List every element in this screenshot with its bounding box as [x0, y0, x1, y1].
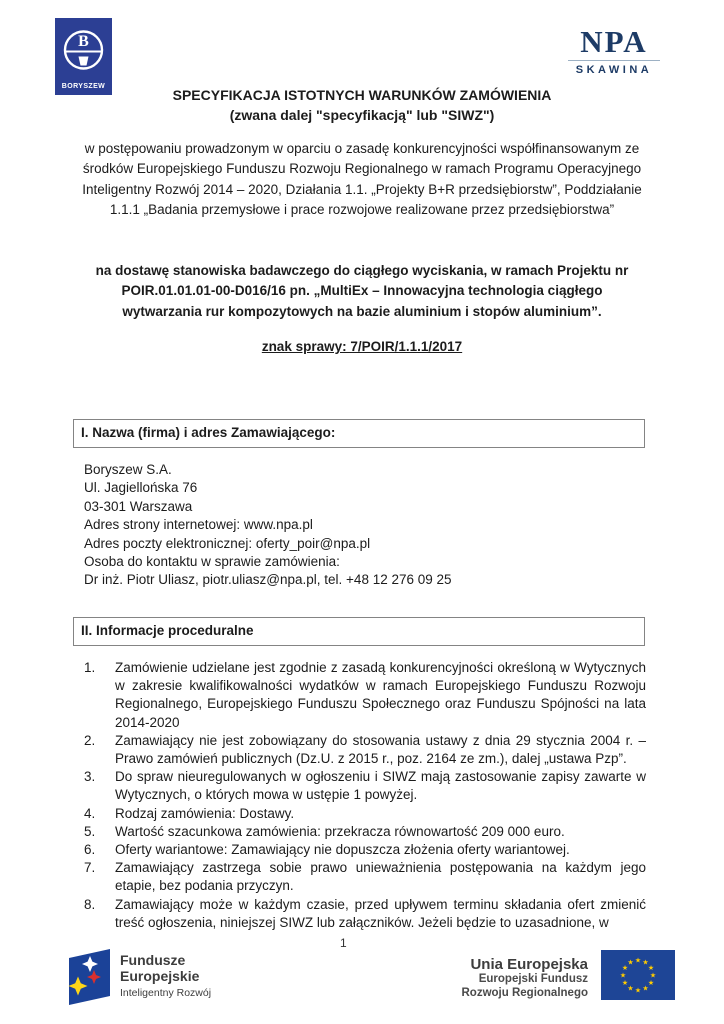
svg-text:★: ★	[621, 965, 629, 972]
page-number: 1	[340, 936, 347, 950]
list-item-text: Zamówienie udzielane jest zgodnie z zasadą konkurencyjności określoną w Wytycznych w zakresie kwalifikowalności wydatków w ramach Europejskiego Funduszu Rozwoju Regionalnego, Europejskiego Funduszu Społecznego oraz Funduszu Spójności na lata 2014-2020	[115, 660, 646, 730]
svg-text:★: ★	[634, 957, 642, 965]
list-item-number: 4.	[84, 805, 96, 821]
document-title	[0, 85, 724, 125]
svg-text:★: ★	[621, 980, 629, 987]
svg-text:★: ★	[627, 985, 634, 993]
svg-text:★: ★	[642, 959, 649, 967]
unia-line2: Europejski Fundusz	[478, 973, 588, 985]
svg-text:★: ★	[627, 959, 634, 967]
fundusze-line1: Fundusze	[120, 952, 186, 968]
list-item	[84, 859, 646, 895]
address-line: Dr inż. Piotr Uliasz, piotr.uliasz@npa.pl, tel. +48 12 276 09 25	[84, 572, 452, 588]
list-item-number: 8.	[84, 896, 96, 912]
list-item-number: 2.	[84, 732, 96, 748]
document-title-line2: (zwana dalej "specyfikacją" lub "SIWZ")	[229, 107, 495, 123]
fundusze-europejskie-text	[120, 953, 211, 1000]
procedure-paragraph: w postępowaniu prowadzonym w oparciu o zasadę konkurencyjności współfinansowanym ze środków Europejskiego Funduszu Rozwoju Regionalnego w ramach Programu Operacyjnego Inteligentny Rozwój 2014 – 2020, Działania 1.1. „Projekty B+R przedsiębiorstw”, Poddziałanie 1.1.1 „Badania przemysłowe i prace rozwojowe realizowane przez przedsiębiorstwa”	[82, 141, 642, 217]
address-line: Adres strony internetowej: www.npa.pl	[84, 517, 313, 533]
list-item-text: Zamawiający nie jest zobowiązany do stosowania ustawy z dnia 29 stycznia 2004 r. – Prawo zamówień publicznych (Dz.U. z 2015 r., poz. 2164 ze zm.), dalej „ustawa Pzp”.	[115, 732, 646, 767]
list-item-number: 6.	[84, 842, 96, 858]
list-item-text: Rodzaj zamówienia: Dostawy.	[115, 805, 295, 821]
address-line: 03-301 Warszawa	[84, 498, 193, 514]
case-number-text: znak sprawy: 7/POIR/1.1.1/2017	[261, 339, 463, 354]
fundusze-line2: Europejskie	[120, 967, 200, 984]
svg-text:★: ★	[647, 965, 655, 972]
eu-flag-icon	[601, 950, 675, 1000]
procedural-list	[84, 659, 646, 932]
unia-line1: Unia Europejska	[470, 956, 588, 973]
list-item-text: Do spraw nieuregulowanych w ogłoszeniu i SIWZ mają zastosowanie zapisy zawarte w Wytycznych, o których mowa w ustępie 1 powyżej.	[115, 769, 646, 803]
address-line: Boryszew S.A.	[84, 462, 172, 477]
list-item-text: Wartość szacunkowa zamówienia: przekracza równowartość 209 000 euro.	[115, 823, 565, 839]
address-block	[84, 461, 644, 590]
npa-skawina-logo	[566, 26, 662, 76]
list-item	[84, 823, 646, 841]
svg-text:★: ★	[642, 985, 649, 993]
npa-logo-divider	[568, 60, 660, 61]
section-heading-2: II. Informacje proceduralne	[73, 617, 645, 646]
list-item-number: 3.	[84, 769, 96, 785]
list-item	[84, 841, 646, 859]
list-item	[84, 805, 646, 823]
list-item	[84, 768, 646, 804]
npa-logo-city: SKAWINA	[575, 64, 653, 76]
address-line: Adres poczty elektronicznej: oferty_poir@npa.pl	[84, 535, 371, 551]
list-item-number: 7.	[84, 860, 96, 876]
svg-text:★: ★	[647, 980, 655, 987]
case-number	[0, 339, 724, 354]
boryszew-logo-icon	[55, 18, 112, 95]
fundusze-europejskie-flag-icon	[64, 948, 110, 1005]
svg-text:B: B	[78, 33, 89, 50]
list-item-text: Zamawiający zastrzega sobie prawo unieważnienia postępowania na każdym jego etapie, bez podania przyczyn.	[115, 860, 646, 894]
address-line: Ul. Jagiellońska 76	[84, 480, 198, 496]
unia-line3: Rozwoju Regionalnego	[461, 986, 588, 999]
subject-paragraph: na dostawę stanowiska badawczego do ciągłego wyciskania, w ramach Projektu nr POIR.01.01.01-00-D016/16 pn. „MultiEx – Innowacyjna technologia ciągłego wytwarzania rur kompozytowych na bazie aluminium i stopów aluminium”.	[95, 263, 629, 319]
section-heading-1: I. Nazwa (firma) i adres Zamawiającego:	[73, 419, 645, 448]
npa-logo-name: NPA	[580, 24, 648, 59]
fundusze-europejskie-logo	[64, 948, 211, 1005]
list-item	[84, 896, 646, 932]
list-item-text: Oferty wariantowe: Zamawiający nie dopuszcza złożenia oferty wariantowej.	[115, 842, 570, 858]
document-title-line1: SPECYFIKACJA ISTOTNYCH WARUNKÓW ZAMÓWIENIA	[172, 87, 552, 103]
svg-text:★: ★	[649, 972, 657, 980]
svg-text:★: ★	[634, 987, 642, 995]
fundusze-line3: Inteligentny Rozwój	[120, 987, 212, 999]
svg-text:BORYSZEW: BORYSZEW	[61, 83, 106, 90]
svg-text:★: ★	[619, 972, 627, 980]
unia-europejska-text	[462, 950, 589, 1000]
address-line: Osoba do kontaktu w sprawie zamówienia:	[84, 554, 340, 570]
list-item	[84, 659, 646, 732]
list-item-number: 1.	[84, 660, 96, 675]
unia-europejska-logo	[462, 950, 676, 1000]
list-item-text: Zamawiający może w każdym czasie, przed upływem terminu składania ofert zmienić treść ogłoszenia, niniejszej SIWZ lub załączników. Jeżeli będzie to uzasadnione, w	[115, 896, 646, 930]
list-item-number: 5.	[84, 823, 96, 839]
list-item	[84, 732, 646, 768]
